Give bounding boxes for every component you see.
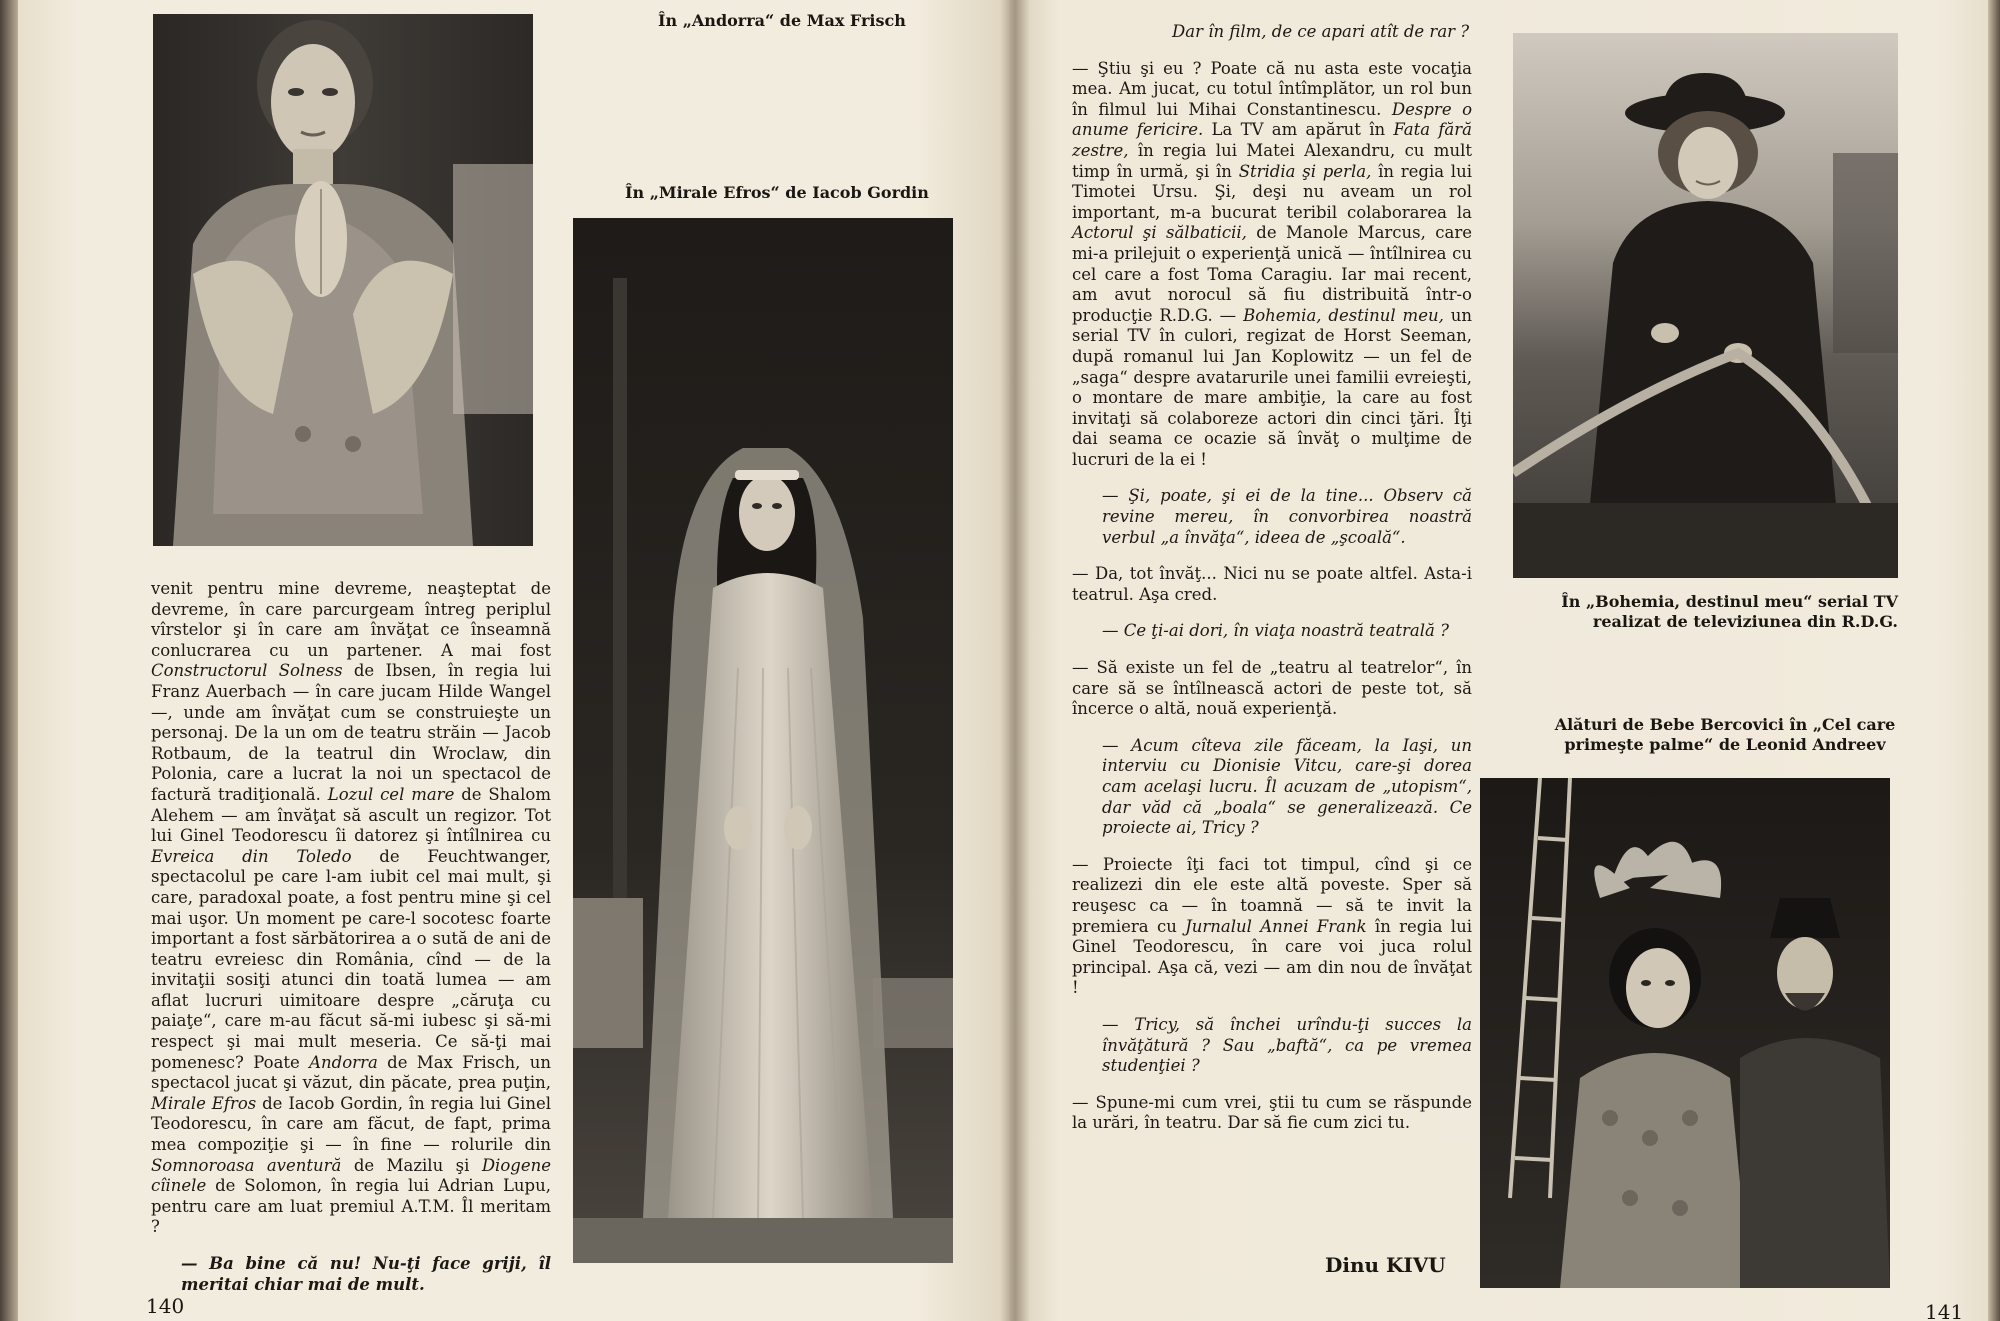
text-span: La TV am apărut în: [1203, 120, 1394, 140]
photo-andorra: [153, 14, 533, 546]
caption-mirale-efros: În „Mirale Efros“ de Iacob Gordin: [625, 183, 929, 202]
answer-1: [1072, 59, 1472, 471]
answer-5: — Spune-mi cum vrei, ştii tu cum se răspunde la urări, în teatru. Dar să fie cum zici tu.: [1072, 1092, 1472, 1133]
opening-question: Dar în film, de ce apari atît de rar ?: [1172, 22, 1470, 41]
author-signature: Dinu KIVU: [1325, 1253, 1446, 1277]
photo-mirale-efros: [573, 218, 953, 1263]
photo-mirale-efros-image: [573, 218, 953, 1263]
title-stridia-si-perla: Stridia şi perla,: [1238, 161, 1372, 181]
left-page: [18, 0, 1016, 1321]
text-span: de Solomon, în regia lui Adrian Lupu, pentru care am luat premiul A.T.M. Îl meritam ?: [151, 1176, 551, 1237]
question-2: — Şi, poate, şi ei de la tine... Observ că revine mereu, în convorbirea noastră verbul „a învăţa“, ideea de „şcoală“.: [1102, 486, 1472, 547]
text-span: de Ibsen, în regia lui Franz Auerbach — în care jucam Hilde Wangel —, unde am învăţat cum se construieşte un personaj. De la un om de teatru străin — Jacob Rotbaum, de la teatrul din Wroclaw, din Polonia, care a lucrat la noi un spectacol de factură tradiţională.: [151, 661, 551, 804]
title-jurnalul-annei-frank: Jurnalul Annei Frank: [1185, 916, 1367, 936]
title-despre-o-anume-fericire: Despre o anume fericire.: [1072, 99, 1473, 140]
right-page: [1010, 0, 1988, 1321]
photo-bohemia: [1513, 33, 1898, 578]
page-number-left: 140: [146, 1294, 185, 1318]
text-span: de Shalom Alehem — am învăţat să ascult un regizor. Tot lui Ginel Teodorescu îi datorez şi întîlnirea cu: [151, 784, 551, 846]
title-lozul-cel-mare: Lozul cel mare: [327, 784, 455, 804]
text-span: de Iacob Gordin, în regia lui Ginel Teodorescu, în care am făcut, de fapt, prima mea compoziţie şi — în fine — rolurile din: [151, 1093, 551, 1155]
caption-bohemia: În „Bohemia, destinul meu“ serial TV realizat de televiziunea din R.D.G.: [1561, 592, 1898, 631]
text-span: în regia lui Timotei Ursu. Şi, deşi nu aveam un rol important, m-a bucurat teribil colaborarea la: [1072, 161, 1472, 222]
title-actorul-si-salbaticii: Actorul şi sălbaticii,: [1072, 223, 1247, 243]
text-span: de Max Frisch, un spectacol jucat şi văzut, din păcate, prea puţin,: [151, 1052, 551, 1093]
right-body-text: [1072, 22, 1472, 1134]
page-number-right: 141: [1925, 1300, 1964, 1321]
title-fata-fara-zestre: Fata fără zestre,: [1072, 120, 1472, 160]
text-span: — Proiecte îţi faci tot timpul, cînd şi ce realizezi din ele este altă poveste. Sper să reuşesc ca — în toamnă — să te invit la premiera cu: [1072, 854, 1472, 936]
photo-andorra-image: [153, 14, 533, 546]
left-body-text: [151, 579, 551, 1295]
title-andorra: Andorra: [309, 1052, 378, 1072]
text-span: — Ştiu şi eu ? Poate că nu asta este vocaţia mea. Am jucat, cu totul întîmplător, un rol bun în filmul lui Mihai Constantinescu.: [1072, 58, 1472, 119]
title-mirale-efros: Mirale Efros: [151, 1093, 257, 1113]
text-span: de Mazilu şi: [341, 1155, 482, 1175]
book-gutter: [1000, 0, 1030, 1321]
book-right-edge: [1988, 0, 2000, 1321]
book-left-edge: [0, 0, 18, 1321]
question-4: — Acum cîteva zile făceam, la Iaşi, un interviu cu Dionisie Vitcu, care-şi dorea cam acelaşi lucru. Îl acuzam de „utopism“, dar văd că „boala“ se generalizează. Ce proiecte ai, Tricy ?: [1102, 735, 1472, 838]
answer-3: — Să existe un fel de „teatru al teatrelor“, în care să se întîlnească actori de peste tot, să încerce o altă, nouă experienţă.: [1072, 658, 1472, 719]
question-3: — Ce ţi-ai dori, în viaţa noastră teatrală ?: [1102, 621, 1449, 641]
caption-andorra: În „Andorra“ de Max Frisch: [658, 11, 906, 30]
title-somnoroasa-aventura: Somnoroasa aventură: [151, 1155, 342, 1175]
caption-bercovici: Alături de Bebe Bercovici în „Cel care primeşte palme“ de Leonid Andreev: [1554, 715, 1896, 754]
title-evreica-din-toledo: Evreica din Toledo: [151, 846, 352, 866]
left-body-paragraph: [151, 579, 551, 1238]
answer-4: [1072, 855, 1472, 999]
photo-bercovici: [1480, 778, 1890, 1288]
title-bohemia-destinul-meu: Bohemia, destinul meu,: [1243, 305, 1444, 325]
text-span: de Feuchtwanger, spectacolul pe care l-am iubit cel mai mult, şi care, paradoxal poate, a fost pentru mine şi cel mai uşor. Un moment pe care-l socotesc foarte important a fost sărbătorirea a o sută de ani de teatru evreiesc din România, cînd — de la invitaţii sosiţi atunci din toată lumea — am aflat lucruri uimitoare despre „căruţa cu paiaţe“, care m-au făcut să-mi iubesc şi să-mi respect şi mai mult meseria. Ce să-ţi mai pomenesc? Poate: [151, 846, 551, 1072]
title-diogene-ciinele: Diogene cîinele: [151, 1155, 551, 1196]
question-5: — Tricy, să închei urîndu-ţi succes la învăţătură ? Sau „baftă“, ca pe vremea studenţiei ?: [1102, 1014, 1472, 1076]
photo-bercovici-image: [1480, 778, 1890, 1288]
title-constructorul-solness: Constructorul Solness: [151, 661, 343, 681]
closing-question: — Ba bine că nu! Nu-ţi face griji, îl meritai chiar mai de mult.: [181, 1254, 551, 1294]
text-span: de Manole Marcus, care mi-a prilejuit o experienţă unică — întîlnirea cu cel care a fost Toma Caragiu. Iar mai recent, am avut norocul să fiu distribuită într-o producţie R.D.G. —: [1072, 223, 1472, 325]
text-span: în regia lui Matei Alexandru, cu mult timp în urmă, şi în: [1072, 140, 1472, 181]
text-span: în regia lui Ginel Teodorescu, în care voi juca rolul principal. Aşa că, vezi — am din nou de învăţat !: [1072, 916, 1472, 998]
text-span: venit pentru mine devreme, neaşteptat de devreme, în care parcurgeam întreg periplul vîrstelor şi în care am învăţat ce înseamnă conlucrarea cu un partener. A mai fost: [151, 579, 551, 660]
photo-bohemia-image: [1513, 33, 1898, 578]
text-span: un serial TV în culori, regizat de Horst Seeman, după romanul lui Jan Koplowitz — un fel de „saga“ despre avatarurile unei familii evreieşti, o montare de mare ambiţie, la care au fost invitaţi să colaboreze actori din cinci ţări. Îţi dai seama ce ocazie să învăţ o mulţime de lucruri de la ei !: [1072, 305, 1472, 469]
answer-2: — Da, tot învăţ... Nici nu se poate altfel. Asta-i teatrul. Aşa cred.: [1072, 564, 1472, 604]
